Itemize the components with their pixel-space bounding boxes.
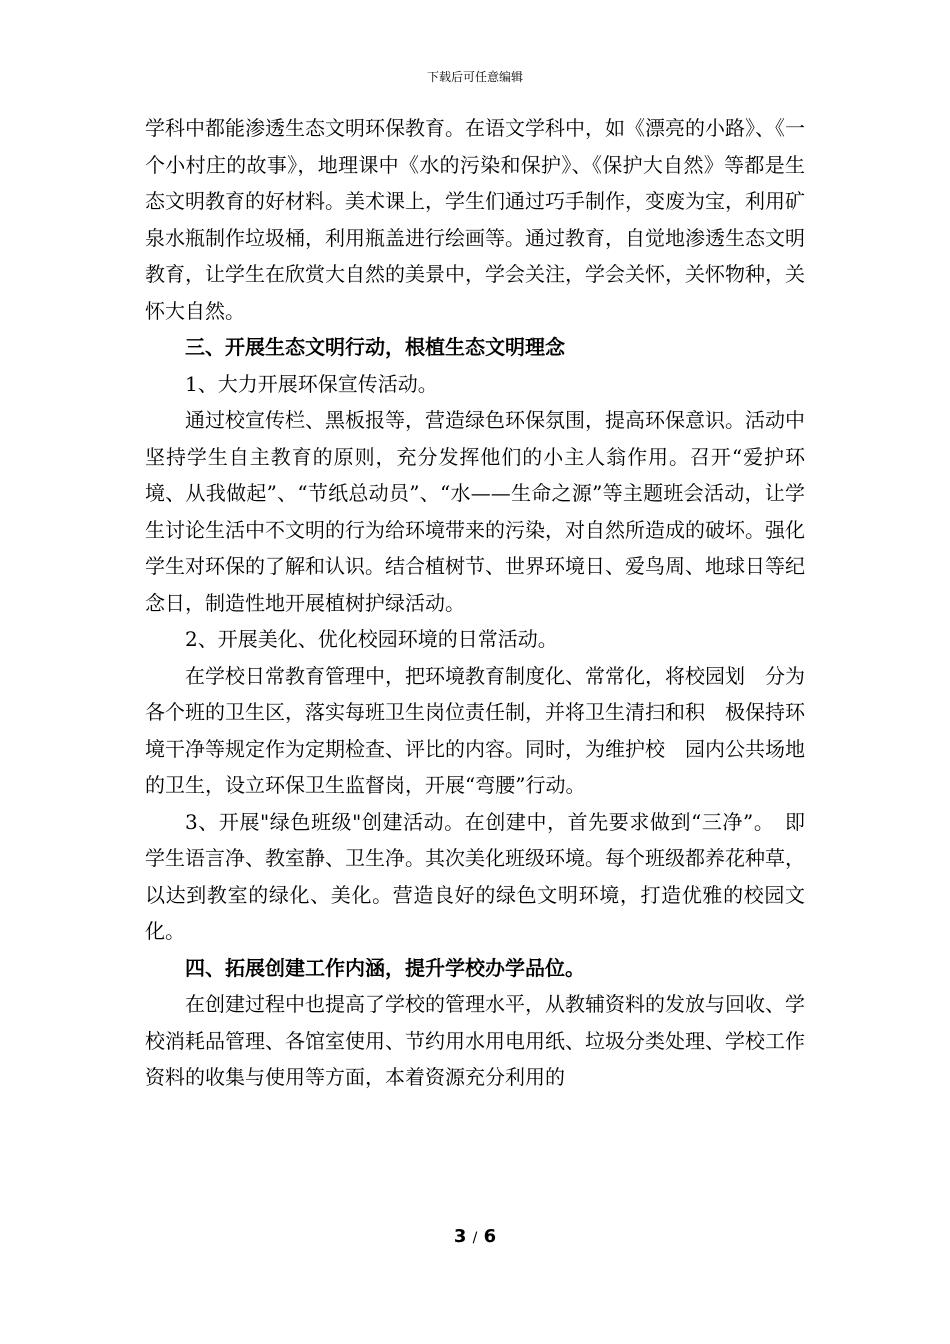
- document-body: [145, 110, 805, 1096]
- paragraph-continued: 学科中都能渗透生态文明环保教育。在语文学科中，如《漂亮的小路》、《一个小村庄的故事》，地理课中《水的污染和保护》、《保护大自然》等都是生态文明教育的好材料。美术课上，学生们通过巧手制作，变废为宝，利用矿泉水瓶制作垃圾桶，利用瓶盖进行绘画等。通过教育，自觉地渗透生态文明教育，让学生在欣赏大自然的美景中，学会关注，学会关怀，关怀物种，关怀大自然。: [145, 116, 805, 323]
- subheading-2: 2、开展美化、优化校园环境的日常活动。: [185, 627, 558, 651]
- section-heading-3: 三、开展生态文明行动，根植生态文明理念: [185, 335, 565, 359]
- current-page: 3: [453, 1226, 467, 1247]
- paragraph-management-level: 在创建过程中也提高了学校的管理水平，从教辅资料的发放与回收、学校消耗品管理、各馆室使用、节约用水用电用纸、垃圾分类处理、学校工作资料的收集与使用等方面，本着资源充分利用的: [145, 992, 805, 1089]
- subheading-1: 1、大力开展环保宣传活动。: [185, 371, 438, 396]
- page-header: 下载后可任意编辑: [426, 70, 523, 84]
- page-number: [0, 1226, 950, 1247]
- paragraph-green-class: 3、开展"绿色班级"创建活动。在创建中，首先要求做到“三净”。 即学生语言净、教室静、卫生净。其次美化班级环境。每个班级都养花种草，以达到教室的绿化、美化。营造良好的绿色文明环境，打造优雅的校园文化。: [145, 809, 805, 943]
- page-separator: /: [472, 1230, 478, 1246]
- paragraph-campus-management: 在学校日常教育管理中，把环境教育制度化、常常化，将校园划 分为各个班的卫生区，落实每班卫生岗位责任制，并将卫生清扫和积 极保持环境干净等规定作为定期检查、评比的内容。同时，为维护校 园内公共场地的卫生，设立环保卫生监督岗，开展“弯腰”行动。: [145, 663, 805, 797]
- section-heading-4: 四、拓展创建工作内涵，提升学校办学品位。: [185, 955, 585, 980]
- paragraph-publicity: 通过校宣传栏、黑板报等，营造绿色环保氛围，提高环保意识。活动中坚持学生自主教育的原则，充分发挥他们的小主人翁作用。召开“爱护环境、从我做起”、“节纸总动员”、“水——生命之源”等主题班会活动，让学生讨论生活中不文明的行为给环境带来的污染，对自然所造成的破坏。强化学生对环保的了解和认识。结合植树节、世界环境日、爱鸟周、地球日等纪念日，制造性地开展植树护绿活动。: [145, 408, 805, 615]
- total-pages: 6: [483, 1226, 497, 1247]
